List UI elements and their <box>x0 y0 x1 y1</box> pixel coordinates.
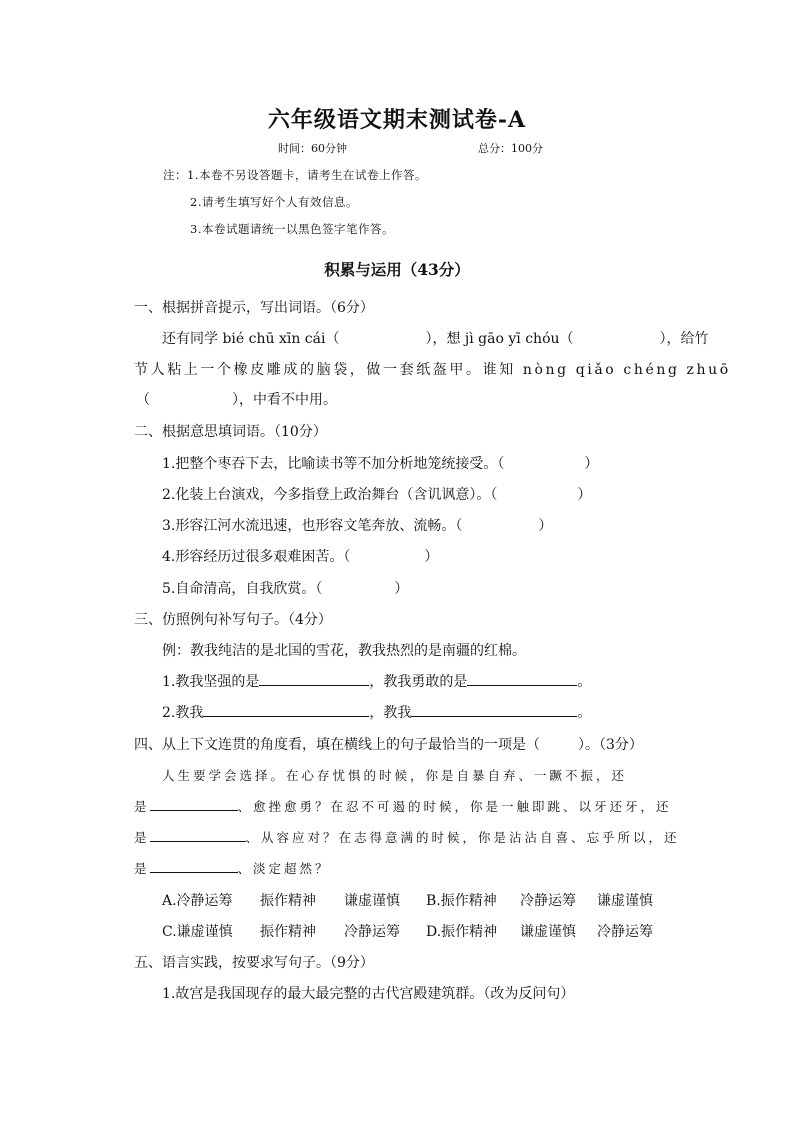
q4-p3-a: 是 <box>134 830 150 845</box>
q3-blank-1[interactable] <box>259 671 369 686</box>
exam-time: 时间：60分钟 <box>278 142 347 155</box>
q2-item-1-text: 1.把整个枣吞下去，比喻读书等不加分析地笼统接受。（ <box>162 456 505 472</box>
q2-item-2-text: 2.化装上台演戏，今多指登上政治舞台（含讥讽意）。（ <box>162 487 498 503</box>
q5-title: 五、语言实践，按要求写句子。（9分） <box>134 955 374 971</box>
q4-option-c[interactable]: C.谦虚谨慎 <box>162 924 233 940</box>
q4-option-b[interactable]: B.振作精神 <box>426 893 497 909</box>
note-2: 2.请考生填写好个人有效信息。 <box>190 195 358 209</box>
q2-item-5-close: ） <box>394 581 409 597</box>
q2-item-4-close: ） <box>424 549 439 565</box>
q2-title: 二、根据意思填词语。（10分） <box>134 424 327 440</box>
q3-l2-text-b: ，教我 <box>369 705 412 721</box>
q4-p4-a: 是 <box>134 861 150 876</box>
q4-title-text: 四、从上下文连贯的角度看，填在横线上的句子最恰当的一项是（ <box>134 737 540 753</box>
q5-item-1: 1.故宫是我国现存的最大最完整的古代宫殿建筑群。（改为反问句） <box>162 986 575 1002</box>
q1-line-3 <box>136 389 337 409</box>
section-title: 积累与运用（43分） <box>324 260 470 279</box>
q2-item-3-text: 3.形容江河水流迅速，也形容文笔奔放、流畅。（ <box>162 518 463 534</box>
q1-text-a: 还有同学 bié chū xīn cái（ <box>162 331 340 347</box>
q4-p3-b: 、从容应对？在志得意满的时候，你是沾沾自喜、忘乎所以，还 <box>245 830 680 845</box>
q4-option-b-3: 谦虚谨慎 <box>597 893 653 909</box>
exam-title: 六年级语文期末测试卷-A <box>267 107 527 133</box>
q4-option-d[interactable]: D.振作精神 <box>426 924 498 940</box>
q4-p2-a: 是 <box>134 799 150 814</box>
q2-item-4-text: 4.形容经历过很多艰难困苦。（ <box>162 549 351 565</box>
q2-item-1-close: ） <box>584 456 599 472</box>
q1-text-b: ），想 jì gāo yī chóu（ <box>425 331 574 347</box>
q2-item-3-close: ） <box>538 518 553 534</box>
q3-blank-3[interactable] <box>203 702 369 717</box>
q3-example: 例：教我纯洁的是北国的雪花，教我热烈的是南疆的红棉。 <box>162 643 526 659</box>
q1-line-1 <box>162 328 709 348</box>
q4-p2-b: 、愈挫愈勇？在忍不可遏的时候，你是一触即跳、以牙还牙，还 <box>237 799 672 814</box>
q4-para-2 <box>134 797 672 815</box>
note-3: 3.本卷试题请统一以黑色签字笔作答。 <box>190 222 394 236</box>
q1-line-2: 节人粘上一个橡皮雕成的脑袋，做一套纸盔甲。谁知 nòng qiǎo chéng zhuō <box>134 362 731 378</box>
q4-option-a-3: 谦虚谨慎 <box>344 893 400 909</box>
q4-blank-2[interactable] <box>150 829 246 842</box>
q2-item-3 <box>162 515 552 535</box>
q1-title: 一、根据拼音提示，写出词语。（6分） <box>134 300 374 316</box>
q2-item-2 <box>162 484 591 504</box>
q4-option-c-2: 振作精神 <box>260 924 316 940</box>
q2-item-5-text: 5.自命清高，自我欣赏。（ <box>162 581 323 597</box>
q4-title-end: ）。（3分） <box>578 737 643 753</box>
q4-option-d-2: 谦虚谨慎 <box>520 924 576 940</box>
q3-blank-2[interactable] <box>467 671 577 686</box>
notes-prefix: 注： <box>163 168 187 182</box>
q4-blank-3[interactable] <box>150 860 238 873</box>
q4-option-c-3: 冷静运筹 <box>344 924 400 940</box>
q3-l2-end: 。 <box>577 705 592 721</box>
q4-option-b-2: 冷静运筹 <box>520 893 576 909</box>
q4-para-1: 人生要学会选择。在心存忧惧的时候，你是自暴自弃、一蹶不振，还 <box>162 768 628 783</box>
q3-title: 三、仿照例句补写句子。（4分） <box>134 612 332 628</box>
q4-blank-1[interactable] <box>150 798 238 811</box>
exam-total-score: 总分：100分 <box>478 142 543 155</box>
q4-para-4 <box>134 859 331 877</box>
q3-l2-text-a: 2.教我 <box>162 705 204 721</box>
q4-option-a[interactable]: A.冷静运筹 <box>162 893 233 909</box>
q4-option-a-2: 振作精神 <box>260 893 316 909</box>
q4-para-3 <box>134 828 680 846</box>
q1-text-d: （ <box>136 392 150 408</box>
q1-text-c: ），给竹 <box>659 331 709 347</box>
q4-title <box>134 734 643 754</box>
q3-l1-end: 。 <box>577 674 592 690</box>
note-1: 1.本卷不另设答题卡，请考生在试卷上作答。 <box>187 168 427 182</box>
q2-item-2-close: ） <box>577 487 592 503</box>
q4-option-d-3: 冷静运筹 <box>597 924 653 940</box>
q3-line-2 <box>162 702 591 722</box>
q2-item-1 <box>162 453 598 473</box>
q1-text-e: ），中看不中用。 <box>232 392 337 408</box>
q3-line-1 <box>162 671 591 691</box>
q2-item-5 <box>162 578 408 598</box>
q2-item-4 <box>162 546 438 566</box>
q3-l1-text-a: 1.教我坚强的是 <box>162 674 260 690</box>
q3-blank-4[interactable] <box>411 702 577 717</box>
q4-p4-b: 、淡定超然？ <box>237 861 331 876</box>
q3-l1-text-b: ，教我勇敢的是 <box>369 674 468 690</box>
notes-line-1 <box>163 167 427 183</box>
